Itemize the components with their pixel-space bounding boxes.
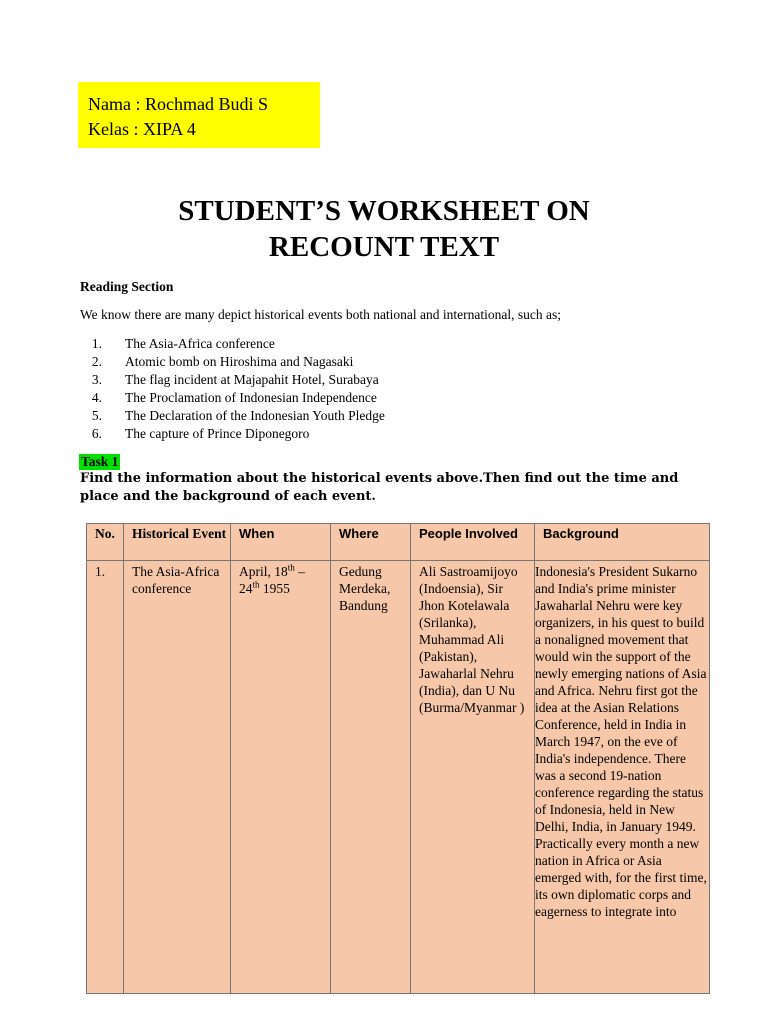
task-label: Task 1 bbox=[81, 454, 119, 469]
cell-background: Indonesia's President Sukarno and India's prime minister Jawaharlal Nehru were key organizers, in his quest to build a nonaligned movement that would win the support of the newly emerging nations of Asia and Africa. Nehru first got the idea at the Asian Relations Conference, held in India in March 1947, on the eve of India's independence. There was a second 19-nation conference regarding the status of Indonesia, held in New Delhi, India, in January 1949. Practically every month a new nation in Africa or Asia emerged with, for the first time, its own diplomatic corps and eagerness to integrate into bbox=[535, 561, 710, 994]
reading-intro: We know there are many depict historical events both national and international, such as; bbox=[80, 307, 562, 322]
student-info-box bbox=[78, 82, 320, 148]
header-historical-event: Historical Event bbox=[124, 524, 231, 561]
cell-where: Gedung Merdeka, Bandung bbox=[331, 561, 411, 994]
header-where: Where bbox=[331, 524, 411, 561]
cell-people: Ali Sastroamijoyo (Indoensia), Sir Jhon Kotelawala (Srilanka), Muhammad Ali (Pakistan), Jawaharlal Nehru (India), dan U Nu (Burma/Myanmar ) bbox=[411, 561, 535, 994]
header-people-involved: People Involved bbox=[411, 524, 535, 561]
header-when: When bbox=[231, 524, 331, 561]
historical-events-table bbox=[86, 523, 710, 994]
reading-section-heading: Reading Section bbox=[80, 279, 174, 294]
list-item: 1. The Asia-Africa conference bbox=[91, 336, 275, 351]
cell-when: April, 18th – 24th 1955 bbox=[231, 561, 331, 994]
student-name: Nama : Rochmad Budi S bbox=[88, 94, 268, 114]
table-header-row bbox=[87, 524, 710, 561]
list-item: 6. The capture of Prince Diponegoro bbox=[91, 426, 310, 441]
historical-events-list bbox=[80, 335, 385, 443]
list-item: 2. Atomic bomb on Hiroshima and Nagasaki bbox=[91, 354, 354, 369]
header-no: No. bbox=[87, 524, 124, 561]
cell-no: 1. bbox=[87, 561, 124, 994]
list-item: 4. The Proclamation of Indonesian Independence bbox=[91, 390, 377, 405]
header-background: Background bbox=[535, 524, 710, 561]
list-item: 3. The flag incident at Majapahit Hotel, Surabaya bbox=[91, 372, 379, 387]
page-title-line1: STUDENT’S WORKSHEET ON bbox=[178, 195, 590, 227]
table-row bbox=[87, 561, 710, 994]
page-title-line2: RECOUNT TEXT bbox=[268, 231, 500, 263]
task-instruction: Find the information about the historical events above.Then find out the time and place and the background of each event. bbox=[80, 471, 679, 504]
list-item: 5. The Declaration of the Indonesian Youth Pledge bbox=[91, 408, 385, 423]
student-class: Kelas : XIPA 4 bbox=[88, 119, 196, 139]
cell-event: The Asia-Africa conference bbox=[124, 561, 231, 994]
